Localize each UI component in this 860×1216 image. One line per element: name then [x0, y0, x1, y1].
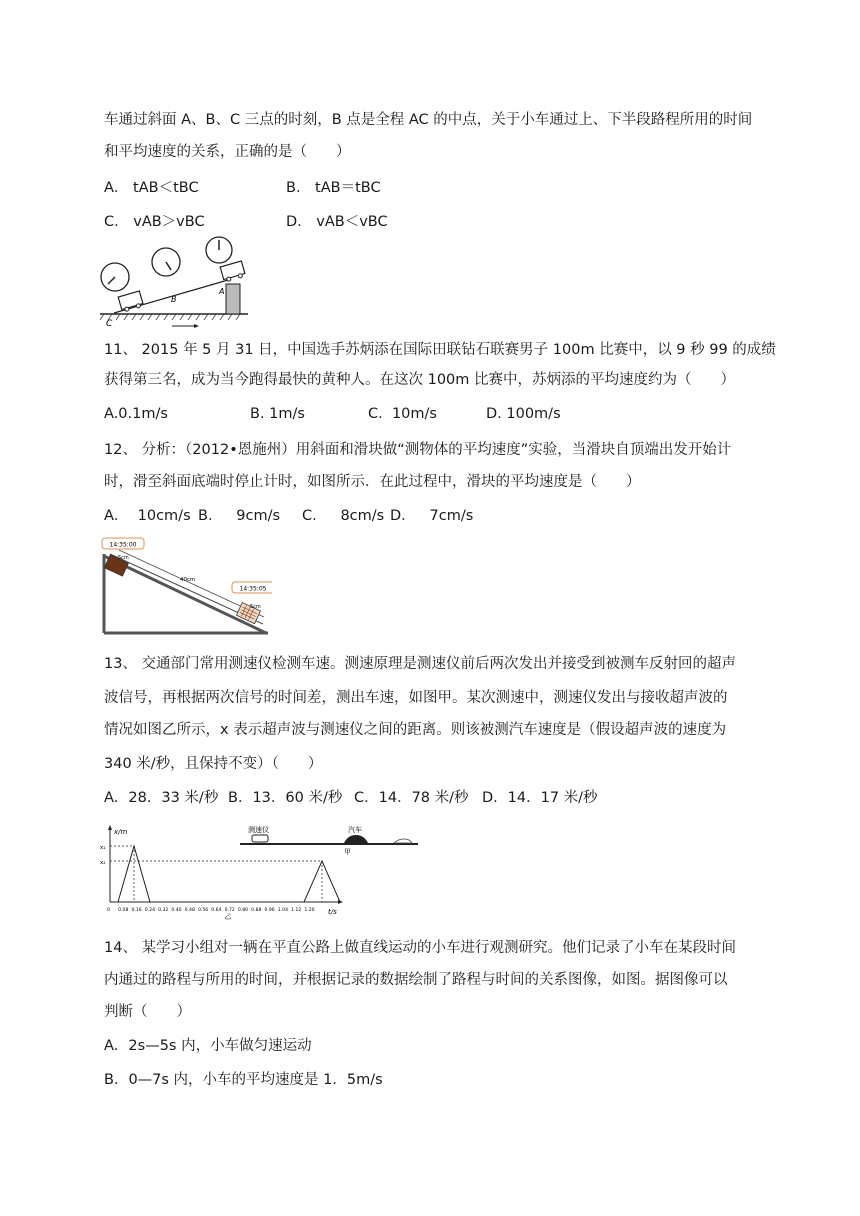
q14-text-line3: 判断（ ） [104, 1004, 191, 1020]
incline-car-figure [100, 236, 250, 328]
t-tick-label: 0.64 [211, 908, 222, 913]
x2-label: x₂ [100, 860, 106, 866]
incline-label-b: B [171, 295, 177, 304]
q11-option-c[interactable]: C. 10m/s [368, 406, 437, 422]
q10-text-line2: 和平均速度的关系，正确的是（ ） [104, 144, 351, 160]
figure-jia-label: 甲 [344, 848, 351, 856]
t-tick-label: 0.88 [251, 908, 262, 913]
end-time-label: 14:35:05 [239, 585, 267, 593]
q10-option-b[interactable]: B． tAB＝tBC [286, 180, 381, 196]
t-tick-label: 0.24 [144, 908, 156, 913]
t-axis-ticks [107, 907, 315, 913]
q13-text-line2: 波信号，再根据两次信号的时间差，测出车速，如图甲。某次测速中，测速仪发出与接收超声波的 [104, 690, 728, 706]
incline-label-c: C [106, 319, 113, 328]
speed-meter-label: 测速仪 [248, 826, 269, 834]
t-tick-label: 0.80 [237, 908, 249, 913]
q14-text-line1: 14、 某学习小组对一辆在平直公路上做直线运动的小车进行观测研究。他们记录了小车在某段时间 [104, 940, 737, 956]
t-tick-label: 0.08 [118, 908, 129, 913]
t-tick-label: 0.96 [264, 908, 275, 913]
t-tick-label: 0.40 [171, 908, 182, 913]
figure-yi-label: 乙 [224, 913, 231, 920]
q12-text-line2: 时，滑至斜面底端时停止计时，如图所示．在此过程中，滑块的平均速度是（ ） [104, 474, 641, 490]
q12-option-c[interactable]: C． 8cm/s [302, 508, 385, 524]
t-tick-label: 0.72 [224, 908, 235, 913]
start-time-label: 14:35:00 [109, 541, 137, 549]
t-tick-label: 1.04 [277, 908, 289, 913]
q11-option-a[interactable]: A.0.1m/s [104, 406, 168, 422]
q14-option-a[interactable]: A．2s—5s 内，小车做匀速运动 [104, 1038, 312, 1054]
slider-length-bottom: 5cm [250, 604, 261, 610]
slider-length-top: 5cm [118, 555, 129, 561]
q10-option-c[interactable]: C． vAB＞vBC [104, 214, 205, 230]
car-label: 汽车 [348, 826, 362, 834]
q12-text-line1: 12、 分析：（2012•恩施州）用斜面和滑块做“测物体的平均速度”实验，当滑块自顶端出发开始计 [104, 442, 732, 458]
t-tick-label: 1.20 [304, 908, 315, 913]
q11-option-d[interactable]: D. 100m/s [486, 406, 561, 422]
t-tick-label: 0.56 [197, 908, 209, 913]
q13-option-a[interactable]: A．28．33 米/秒 [104, 790, 219, 806]
q14-text-line2: 内通过的路程与所用的时间，并根据记录的数据绘制了路程与时间的关系图像，如图。据图像可以 [104, 972, 728, 988]
q11-option-b[interactable]: B. 1m/s [250, 406, 305, 422]
incline-label-a: A [219, 287, 225, 296]
q13-option-d[interactable]: D．14．17 米/秒 [482, 790, 598, 806]
q10-text-line1: 车通过斜面 A、B、C 三点的时刻，B 点是全程 AC 的中点，关于小车通过上、下半段路程所用的时间 [104, 112, 753, 128]
q13-text-line1: 13、 交通部门常用测速仪检测车速。测速原理是测速仪前后两次发出并接受到被测车反射回的超声 [104, 656, 737, 672]
q10-option-d[interactable]: D． vAB＜vBC [286, 214, 388, 230]
t-tick-label: 0.48 [184, 908, 195, 913]
t-axis-label: t/s [328, 908, 337, 916]
t-tick-label: 1.12 [291, 908, 302, 913]
x1-label: x₁ [100, 845, 106, 851]
track-distance-label: 40cm [180, 577, 196, 583]
q12-option-a[interactable]: A． 10cm/s [104, 508, 191, 524]
q12-option-d[interactable]: D． 7cm/s [390, 508, 474, 524]
q13-option-c[interactable]: C．14．78 米/秒 [354, 790, 469, 806]
q13-option-b[interactable]: B．13．60 米/秒 [228, 790, 343, 806]
q11-text-line2: 获得第三名，成为当今跑得最快的黄种人。在这次 100m 比赛中，苏炳添的平均速度约为（ ） [104, 372, 736, 388]
q13-text-line3: 情况如图乙所示，x 表示超声波与测速仪之间的距离。则该被测汽车速度是（假设超声波的速度为 [104, 722, 727, 738]
y-axis-label: x/m [114, 828, 128, 836]
q11-text-line1: 11、 2015 年 5 月 31 日，中国选手苏炳添在国际田联钻石联赛男子 100m 比赛中，以 9 秒 99 的成绩 [104, 342, 776, 358]
t-tick-label: 0.32 [158, 908, 169, 913]
t-tick-label: 0 [107, 908, 110, 913]
t-tick-label: 0.16 [131, 908, 142, 913]
slider-incline-figure [100, 536, 272, 636]
q10-option-a[interactable]: A． tAB＜tBC [104, 180, 199, 196]
q14-option-b[interactable]: B．0—7s 内，小车的平均速度是 1．5m/s [104, 1072, 383, 1088]
ultrasonic-speed-figure [100, 824, 420, 920]
q12-option-b[interactable]: B． 9cm/s [198, 508, 281, 524]
q13-text-line4: 340 米/秒，且保持不变）（ ） [104, 756, 323, 772]
